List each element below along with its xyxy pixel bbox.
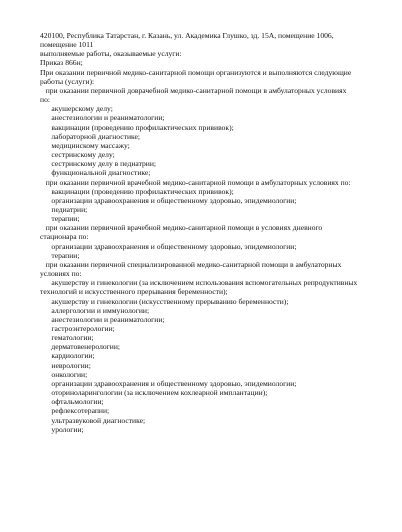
document-line: оториноларингологии (за исключением кохлеарной имплантации); xyxy=(40,388,268,398)
document-line: онкологии; xyxy=(40,369,88,379)
document-line: работы (услуги): xyxy=(40,76,95,86)
document-line: гематологии; xyxy=(40,333,94,343)
document-line: 420100, Республика Татарстан, г. Казань, ул. Академика Глушко, зд. 15А, помещение 1006, xyxy=(40,31,334,40)
document-line: сестринскому делу; xyxy=(40,150,115,160)
document-line: офтальмологии; xyxy=(40,397,104,407)
document-line: вакцинации (проведению профилактических прививок); xyxy=(40,186,234,196)
document-line: функциональной диагностике; xyxy=(40,168,151,178)
document-line: при оказании первичной врачебной медико-санитарной помощи в условиях дневного xyxy=(40,223,323,233)
document-line: сестринскому делу в педиатрии; xyxy=(40,159,157,169)
document-line: стационара по: xyxy=(40,232,89,242)
document-line: акушерству и гинекологии (искусственному прерыванию беременности); xyxy=(40,296,289,306)
document-line: терапии; xyxy=(40,214,80,224)
document-line: при оказании первичной врачебной медико-санитарной помощи в амбулаторных условиях по: xyxy=(40,177,351,187)
document-line: При оказании первичной медико-санитарной помощи организуются и выполняются следующие xyxy=(40,67,352,77)
document-line: педиатрии; xyxy=(40,204,88,214)
document-line: организации здравоохранения и общественному здоровью, эпидемиологии; xyxy=(40,241,297,251)
document-line: медицинскому массажу; xyxy=(40,140,130,150)
document-line: организации здравоохранения и общественному здоровью, эпидемиологии; xyxy=(40,378,297,388)
document-line: неврологии; xyxy=(40,360,91,370)
document-page xyxy=(40,31,372,434)
document-line: терапии; xyxy=(40,250,80,260)
document-line: помещение 1011 xyxy=(40,40,94,50)
document-line: ультразвуковой диагностике; xyxy=(40,415,146,425)
document-line: кардиологии; xyxy=(40,351,95,361)
document-line: условиях по: xyxy=(40,269,82,279)
document-line: дерматовенерологии; xyxy=(40,342,121,352)
document-line: акушерскому делу; xyxy=(40,104,113,114)
document-line: технологий и искусственного прерывания беременности); xyxy=(40,287,228,297)
document-line: организации здравоохранения и общественному здоровью, эпидемиологии; xyxy=(40,195,297,205)
document-line: при оказании первичной специализированной медико-санитарной помощи в амбулаторных xyxy=(40,259,342,269)
document-line: акушерству и гинекологии (за исключением использования вспомогательных репродуктивных xyxy=(40,278,358,288)
document-line: вакцинации (проведению профилактических прививок); xyxy=(40,122,234,132)
document-line: по: xyxy=(40,95,50,105)
document-line: урологии; xyxy=(40,424,84,434)
document-line: при оказании первичной доврачебной медико-санитарной помощи в амбулаторных условиях xyxy=(40,85,347,95)
document-line: гастроэнтерологии; xyxy=(40,324,115,333)
document-line: анестезиологии и реаниматологии; xyxy=(40,314,165,324)
document-line: анестезиологии и реаниматологии; xyxy=(40,113,165,123)
document-line: выполняемые работы, оказываемые услуги: xyxy=(40,49,182,59)
document-line: рефлексотерапии; xyxy=(40,406,110,416)
document-line: аллергологии и иммунологии; xyxy=(40,305,150,315)
document-line: лабораторной диагностике; xyxy=(40,131,141,141)
document-line: Приказ 866н; xyxy=(40,58,83,68)
